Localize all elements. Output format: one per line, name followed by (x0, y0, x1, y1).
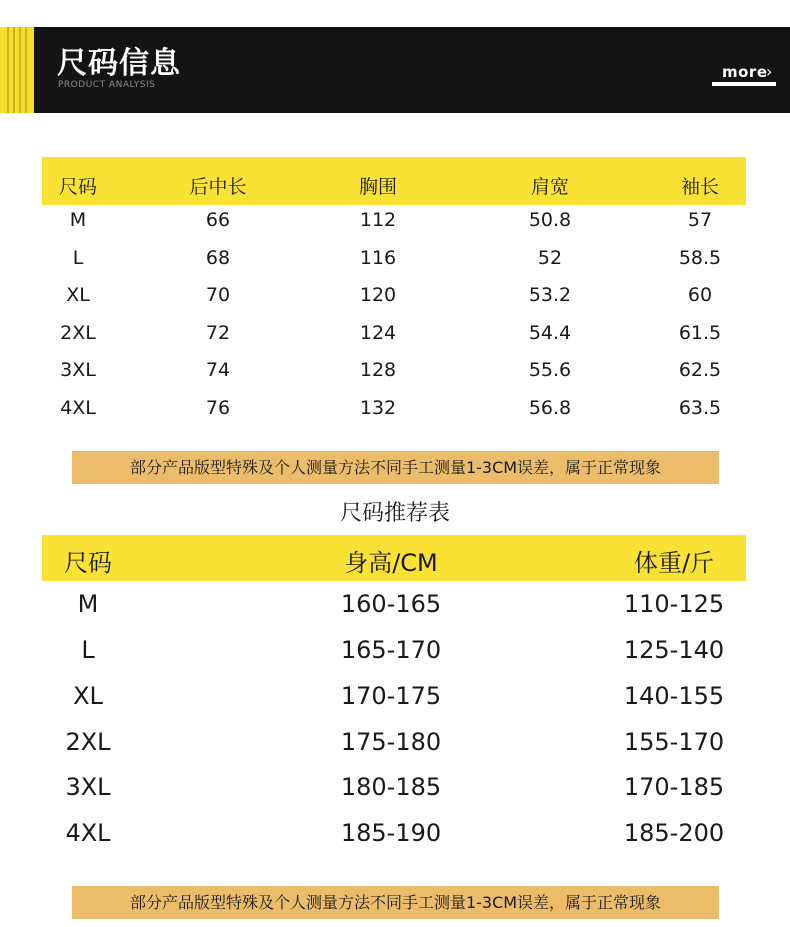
size-header-chest: 胸围 (358, 176, 397, 198)
size-header-sleeve: 袖长 (680, 176, 719, 198)
header-banner (0, 27, 790, 113)
table-cell: 132 (359, 397, 397, 419)
table-cell: 185-190 (340, 819, 442, 847)
table-cell: 155-170 (623, 728, 725, 756)
size-header-size: 尺码 (58, 176, 97, 198)
recommend-title: 尺码推荐表 (339, 501, 450, 526)
table-cell: 3XL (65, 773, 111, 801)
size-header-shoulder: 肩宽 (530, 176, 569, 198)
table-cell: 4XL (60, 397, 96, 419)
more-label: more (722, 63, 768, 81)
table-cell: 128 (359, 359, 397, 381)
table-cell: XL (73, 682, 103, 710)
table-cell: 165-170 (340, 636, 442, 664)
table-cell: 61.5 (678, 322, 722, 344)
table-cell: 57 (687, 209, 713, 231)
table-cell: 180-185 (340, 773, 442, 801)
measurement-note-bottom: 部分产品版型特殊及个人测量方法不同手工测量1-3CM误差，属于正常现象 (72, 886, 719, 919)
recommend-header-weight: 体重/斤 (633, 549, 715, 577)
table-cell: 53.2 (528, 284, 572, 306)
table-cell: 68 (205, 247, 231, 269)
table-cell: 175-180 (340, 728, 442, 756)
measurement-note: 部分产品版型特殊及个人测量方法不同手工测量1-3CM误差，属于正常现象 (72, 451, 719, 484)
table-cell: 54.4 (528, 322, 572, 344)
table-cell: 112 (359, 209, 397, 231)
table-cell: XL (66, 284, 90, 306)
recommend-header-size: 尺码 (64, 549, 112, 577)
table-cell: 76 (205, 397, 231, 419)
table-cell: 4XL (65, 819, 111, 847)
table-cell: 160-165 (340, 590, 442, 618)
table-cell: 50.8 (528, 209, 572, 231)
size-header-back-length: 后中长 (189, 176, 247, 198)
more-underline (712, 82, 776, 86)
table-cell: 70 (205, 284, 231, 306)
table-cell: 2XL (60, 322, 96, 344)
table-cell: L (72, 247, 84, 269)
table-cell: 170-185 (623, 773, 725, 801)
more-link[interactable] (712, 59, 778, 87)
table-cell: 120 (359, 284, 397, 306)
table-cell: 63.5 (678, 397, 722, 419)
table-cell: 3XL (60, 359, 96, 381)
table-cell: 110-125 (623, 590, 725, 618)
table-cell: 170-175 (340, 682, 442, 710)
table-cell: 60 (687, 284, 713, 306)
table-cell: 140-155 (623, 682, 725, 710)
table-cell: 124 (359, 322, 397, 344)
table-cell: 185-200 (623, 819, 725, 847)
table-cell: 58.5 (678, 247, 722, 269)
table-cell: 62.5 (678, 359, 722, 381)
table-cell: L (81, 636, 95, 664)
table-cell: 55.6 (528, 359, 572, 381)
page-title: 尺码信息 (57, 46, 181, 81)
table-cell: 72 (205, 322, 231, 344)
table-cell: 52 (537, 247, 563, 269)
table-cell: M (77, 590, 99, 618)
chevron-right-icon: › (766, 62, 773, 81)
table-cell: M (69, 209, 87, 231)
table-cell: 2XL (65, 728, 111, 756)
table-cell: 125-140 (623, 636, 725, 664)
table-cell: 66 (205, 209, 231, 231)
decorative-stripes (0, 27, 34, 113)
table-cell: 56.8 (528, 397, 572, 419)
page-subtitle: PRODUCT ANALYSIS (58, 80, 156, 90)
table-cell: 74 (205, 359, 231, 381)
table-cell: 116 (359, 247, 397, 269)
recommend-header-height: 身高/CM (344, 549, 438, 577)
